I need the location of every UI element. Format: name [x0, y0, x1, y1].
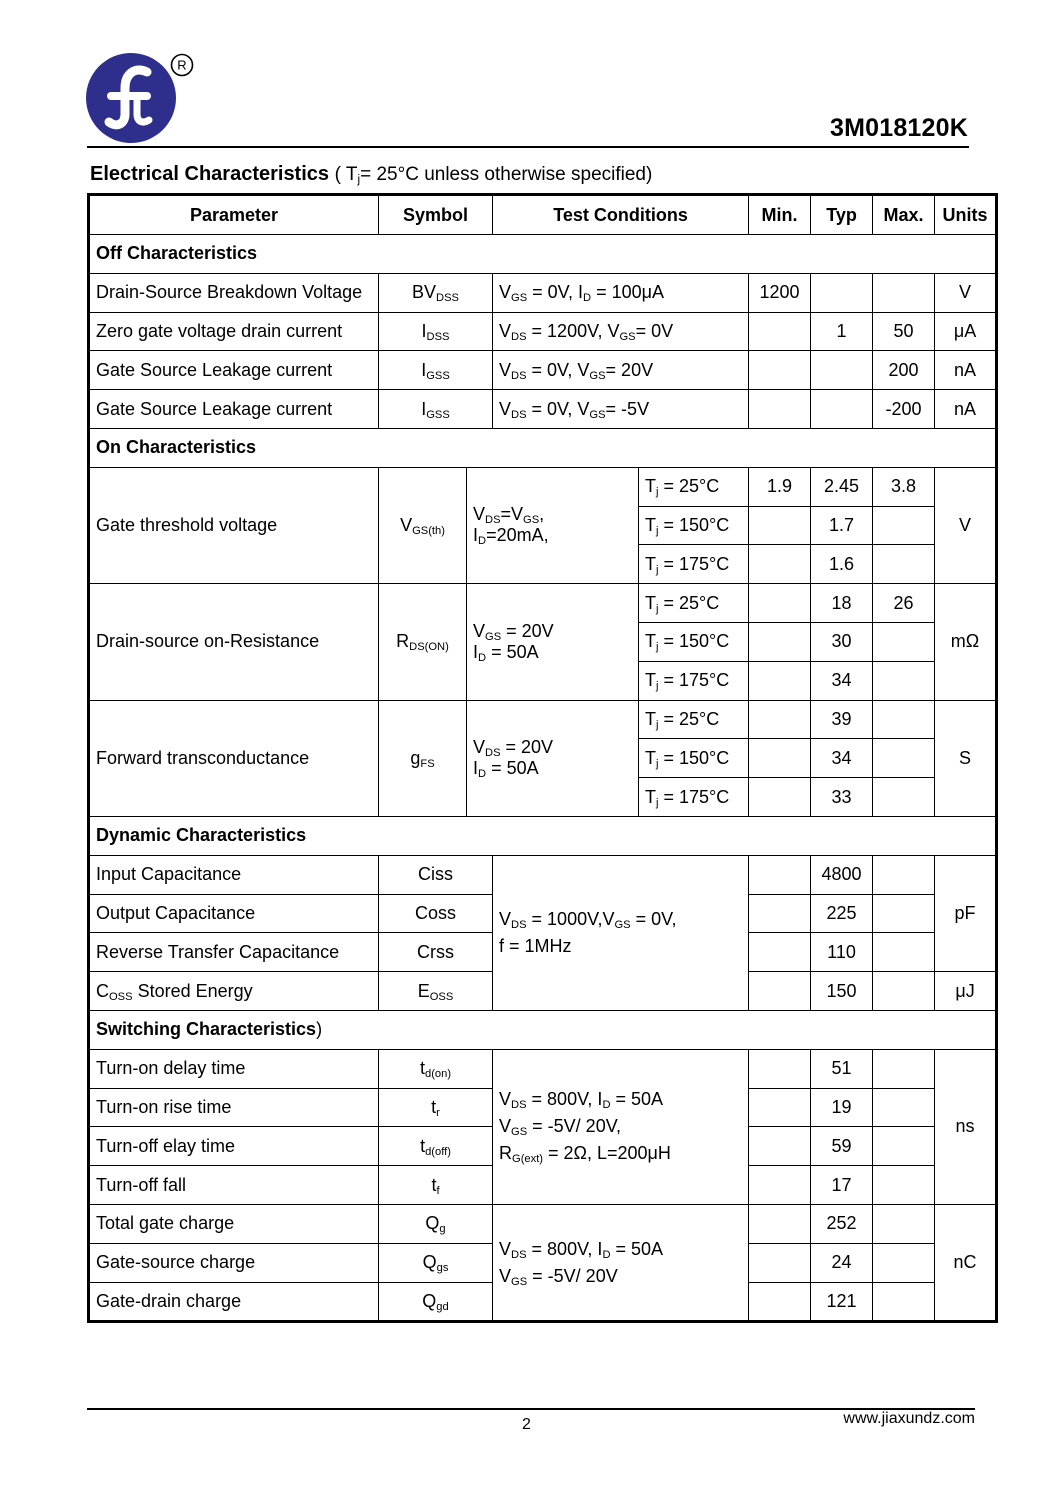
min-cell: 1.9: [749, 467, 811, 506]
symbol-cell: $I_{GSS}$: [379, 351, 493, 390]
min-cell: [749, 1204, 811, 1243]
table-row: [89, 855, 997, 894]
col-max: Max.: [873, 195, 935, 235]
temp-cell: $T_j = 175^\circ C$: [639, 661, 749, 700]
cond-sub: j: [357, 172, 361, 186]
condition-cell: $V_{DS}=V_{GS}$, $I_D=20mA$,: [467, 467, 639, 583]
condition-cell: $V_{GS} = 20V$ $I_D = 50A$: [467, 584, 639, 700]
unit-cell: μA: [935, 312, 997, 351]
typ-cell: 30: [811, 622, 873, 661]
symbol-cell: Ciss: [379, 855, 493, 894]
max-cell: [873, 1088, 935, 1127]
section-title-text: Electrical Characteristics: [90, 163, 330, 185]
group-row-dynamic: [89, 816, 997, 855]
table-row: [89, 700, 997, 739]
typ-cell: 225: [811, 894, 873, 933]
col-symbol: Symbol: [379, 195, 493, 235]
typ-cell: 150: [811, 972, 873, 1011]
typ-cell: 110: [811, 933, 873, 972]
table-row: [89, 1049, 997, 1088]
typ-cell: [811, 390, 873, 429]
param-cell: Turn-off fall: [89, 1166, 379, 1205]
temp-cell: $T_j = 25^\circ C$: [639, 584, 749, 623]
symbol-cell: $Q_{gd}$: [379, 1282, 493, 1322]
max-cell: [873, 700, 935, 739]
temp-cell: $T_j = 25^\circ C$: [639, 700, 749, 739]
website-link[interactable]: www.jiaxundz.com: [843, 1410, 975, 1427]
group-title: On Characteristics: [89, 428, 997, 467]
symbol-cell: $t_r$: [379, 1088, 493, 1127]
min-cell: [749, 312, 811, 351]
typ-cell: 4800: [811, 855, 873, 894]
table-row: [89, 467, 997, 506]
param-cell: $C_{OSS}$ Stored Energy: [89, 972, 379, 1011]
typ-cell: 39: [811, 700, 873, 739]
typ-cell: 252: [811, 1204, 873, 1243]
footer-divider: [87, 1408, 975, 1410]
param-cell: Gate Source Leakage current: [89, 390, 379, 429]
col-parameter: Parameter: [89, 195, 379, 235]
min-cell: [749, 1088, 811, 1127]
symbol-cell: $I_{DSS}$: [379, 312, 493, 351]
group-title: Dynamic Characteristics: [89, 816, 997, 855]
svg-text:R: R: [177, 57, 187, 73]
unit-cell: nA: [935, 351, 997, 390]
symbol-cell: $E_{OSS}$: [379, 972, 493, 1011]
min-cell: [749, 739, 811, 778]
symbol-cell: $I_{GSS}$: [379, 390, 493, 429]
typ-cell: 2.45: [811, 467, 873, 506]
group-row-on: [89, 428, 997, 467]
page-number: 2: [522, 1416, 531, 1433]
typ-cell: 121: [811, 1282, 873, 1322]
typ-cell: 33: [811, 778, 873, 817]
part-number: 3M018120K: [829, 114, 968, 142]
condition-cell: $V_{DS} = 1200V$, $V_{GS}= 0V$: [493, 312, 749, 351]
max-cell: [873, 1243, 935, 1282]
min-cell: [749, 622, 811, 661]
param-cell: Turn-off elay time: [89, 1127, 379, 1166]
symbol-cell: $t_{d(on)}$: [379, 1049, 493, 1088]
group-row-switching: [89, 1010, 997, 1049]
unit-cell: nA: [935, 390, 997, 429]
symbol-cell: $t_{d(off)}$: [379, 1127, 493, 1166]
typ-cell: 51: [811, 1049, 873, 1088]
symbol-cell: Coss: [379, 894, 493, 933]
temp-cell: $T_j = 150^\circ C$: [639, 506, 749, 545]
group-row-off: [89, 235, 997, 274]
max-cell: 3.8: [873, 467, 935, 506]
param-cell: Zero gate voltage drain current: [89, 312, 379, 351]
table-row: [89, 390, 997, 429]
typ-cell: 18: [811, 584, 873, 623]
table-row: [89, 312, 997, 351]
param-cell: Drain-source on-Resistance: [89, 584, 379, 700]
param-cell: Forward transconductance: [89, 700, 379, 816]
col-test-conditions: Test Conditions: [493, 195, 749, 235]
param-cell: Output Capacitance: [89, 894, 379, 933]
typ-cell: 34: [811, 739, 873, 778]
company-logo-icon: [85, 52, 177, 144]
unit-cell: μJ: [935, 972, 997, 1011]
min-cell: [749, 545, 811, 584]
table-row: [89, 351, 997, 390]
param-cell: Gate Source Leakage current: [89, 351, 379, 390]
condition-cell: $V_{GS} = 0V$, $I_D = 100\mu A$: [493, 273, 749, 312]
typ-cell: 1.6: [811, 545, 873, 584]
symbol-cell: $Q_g$: [379, 1204, 493, 1243]
param-cell: Gate-source charge: [89, 1243, 379, 1282]
condition-cell: $V_{DS} = 20V$ $I_D = 50A$: [467, 700, 639, 816]
max-cell: 200: [873, 351, 935, 390]
cond-open: ( T: [334, 164, 358, 185]
typ-cell: 59: [811, 1127, 873, 1166]
unit-cell: mΩ: [935, 584, 997, 700]
section-conditions: [335, 164, 653, 185]
max-cell: [873, 1282, 935, 1322]
max-cell: [873, 855, 935, 894]
min-cell: [749, 1282, 811, 1322]
max-cell: [873, 506, 935, 545]
table-row: [89, 1204, 997, 1243]
section-title: [90, 163, 652, 186]
param-cell: Gate-drain charge: [89, 1282, 379, 1322]
condition-cell: $V_{DS} = 0V$, $V_{GS}= 20V$: [493, 351, 749, 390]
symbol-cell: $t_f$: [379, 1166, 493, 1205]
unit-cell: nC: [935, 1204, 997, 1321]
typ-cell: 1.7: [811, 506, 873, 545]
typ-cell: [811, 351, 873, 390]
min-cell: [749, 1127, 811, 1166]
typ-cell: 34: [811, 661, 873, 700]
temp-cell: $T_j = 25^\circ C$: [639, 467, 749, 506]
max-cell: [873, 739, 935, 778]
min-cell: [749, 390, 811, 429]
group-title: Off Characteristics: [89, 235, 997, 274]
min-cell: [749, 700, 811, 739]
max-cell: -200: [873, 390, 935, 429]
max-cell: [873, 933, 935, 972]
symbol-cell: $R_{DS(ON)}$: [379, 584, 467, 700]
min-cell: [749, 1166, 811, 1205]
min-cell: [749, 855, 811, 894]
symbol-cell: $BV_{DSS}$: [379, 273, 493, 312]
min-cell: [749, 584, 811, 623]
max-cell: [873, 1127, 935, 1166]
param-cell: Input Capacitance: [89, 855, 379, 894]
min-cell: [749, 1243, 811, 1282]
unit-cell: ns: [935, 1049, 997, 1204]
max-cell: [873, 661, 935, 700]
min-cell: [749, 778, 811, 817]
param-cell: Turn-on rise time: [89, 1088, 379, 1127]
param-cell: Gate threshold voltage: [89, 467, 379, 583]
temp-cell: $T_j = 175^\circ C$: [639, 545, 749, 584]
max-cell: [873, 778, 935, 817]
max-cell: [873, 1049, 935, 1088]
min-cell: 1200: [749, 273, 811, 312]
col-typ: Typ: [811, 195, 873, 235]
symbol-cell: Crss: [379, 933, 493, 972]
typ-cell: 24: [811, 1243, 873, 1282]
typ-cell: 1: [811, 312, 873, 351]
header-divider: [87, 146, 969, 148]
min-cell: [749, 351, 811, 390]
max-cell: [873, 273, 935, 312]
param-cell: Total gate charge: [89, 1204, 379, 1243]
min-cell: [749, 1049, 811, 1088]
group-title: Switching Characteristics): [89, 1010, 997, 1049]
table-row: [89, 584, 997, 623]
symbol-cell: $g_{FS}$: [379, 700, 467, 816]
param-cell: Drain-Source Breakdown Voltage: [89, 273, 379, 312]
max-cell: 26: [873, 584, 935, 623]
table-row: [89, 273, 997, 312]
min-cell: [749, 506, 811, 545]
max-cell: 50: [873, 312, 935, 351]
typ-cell: [811, 273, 873, 312]
col-units: Units: [935, 195, 997, 235]
temp-cell: $T_j = 150^\circ C$: [639, 622, 749, 661]
min-cell: [749, 894, 811, 933]
condition-cell: $V_{DS} = 800V$, $I_D = 50A$ $V_{GS} = -5V/$ 20V: [493, 1204, 749, 1321]
col-min: Min.: [749, 195, 811, 235]
cond-rest: = 25°C unless otherwise specified): [360, 164, 653, 185]
condition-cell: $V_{DS} = 1000V,V_{GS} = 0V$, f = 1MHz: [493, 855, 749, 1010]
temp-cell: $T_j = 150^\circ C$: [639, 739, 749, 778]
min-cell: [749, 933, 811, 972]
min-cell: [749, 661, 811, 700]
symbol-cell: $Q_{gs}$: [379, 1243, 493, 1282]
unit-cell: pF: [935, 855, 997, 971]
max-cell: [873, 1166, 935, 1205]
unit-cell: V: [935, 467, 997, 583]
registered-mark-icon: [170, 53, 194, 77]
electrical-characteristics-table: [87, 193, 998, 1323]
typ-cell: 17: [811, 1166, 873, 1205]
symbol-cell: $V_{GS(th)}$: [379, 467, 467, 583]
param-cell: Reverse Transfer Capacitance: [89, 933, 379, 972]
typ-cell: 19: [811, 1088, 873, 1127]
table-header-row: [89, 195, 997, 235]
condition-cell: $V_{DS} = 0V$, $V_{GS}= -5V$: [493, 390, 749, 429]
max-cell: [873, 972, 935, 1011]
max-cell: [873, 622, 935, 661]
unit-cell: V: [935, 273, 997, 312]
temp-cell: $T_j = 175^\circ C$: [639, 778, 749, 817]
condition-cell: $V_{DS} = 800V$, $I_D = 50A$ $V_{GS} = -5V/$ 20V, $R_{G(ext)} = 2\Omega$, L=200μH: [493, 1049, 749, 1204]
max-cell: [873, 545, 935, 584]
min-cell: [749, 972, 811, 1011]
param-cell: Turn-on delay time: [89, 1049, 379, 1088]
max-cell: [873, 894, 935, 933]
max-cell: [873, 1204, 935, 1243]
unit-cell: S: [935, 700, 997, 816]
